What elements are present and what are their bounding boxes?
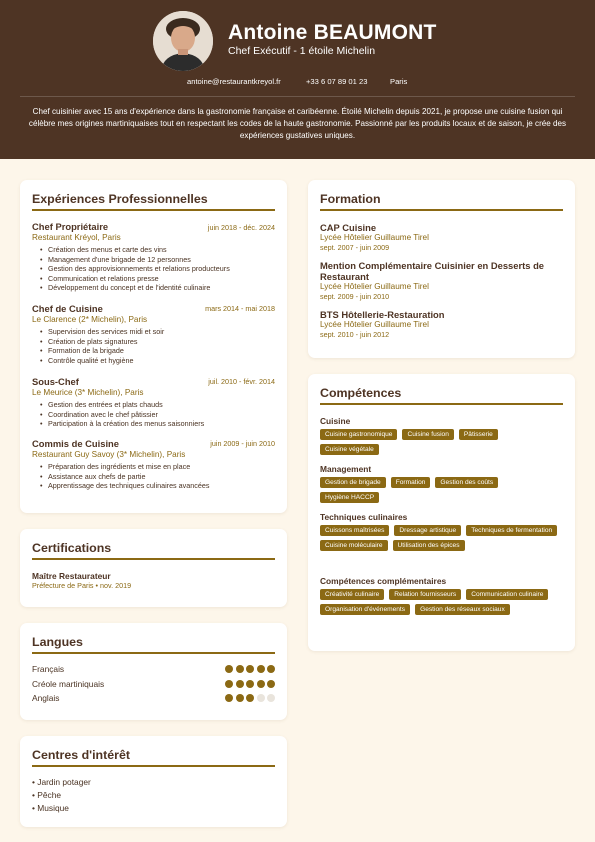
list-item: • Communication et relations presse <box>40 274 230 284</box>
skill-tag: Gestion de brigade <box>320 477 386 488</box>
level-dot-empty <box>257 694 265 702</box>
language-name: Français <box>32 664 65 674</box>
full-name: Antoine BEAUMONT <box>228 21 437 44</box>
profile-summary: Chef cuisinier avec 15 ans d'expérience dans la gastronomie française et caribéenne. Étoilé Michelin depuis 2021, je propose une cuisine fusion qui célèbre mes origines martiniquaises tout en respectant les codes de la haute gastronomie. Passionné par les produits locaux et de saison, je crée des expériences gustatives uniques. <box>28 107 567 140</box>
phone-number[interactable]: +33 6 07 89 01 23 <box>306 77 368 86</box>
level-dot-filled <box>225 680 233 688</box>
skill-tag: Gestion des coûts <box>435 477 498 488</box>
list-item: • Gestion des approvisionnements et relations producteurs <box>40 264 230 274</box>
degree-title: BTS Hôtellerie-Restauration <box>320 309 445 320</box>
job-company: Restaurant Kréyol, Paris <box>32 233 121 242</box>
section-title: Compétences <box>320 386 402 400</box>
degree-title: CAP Cuisine <box>320 222 377 233</box>
job-position: Sous-Chef <box>32 376 79 387</box>
list-item: • Management d'une brigade de 12 personnes <box>40 255 230 265</box>
list-item: • Gestion des entrées et plats chauds <box>40 400 204 410</box>
city: Paris <box>390 77 408 86</box>
section-divider <box>320 403 563 405</box>
list-item: • Supervision des services midi et soir <box>40 327 164 337</box>
job-position: Chef de Cuisine <box>32 303 103 314</box>
level-dot-filled <box>257 665 265 673</box>
skill-category: Cuisine <box>320 416 351 426</box>
list-item: • Préparation des ingrédients et mise en place <box>40 462 209 472</box>
profile-photo <box>153 11 213 71</box>
education-card <box>308 180 575 358</box>
language-name: Anglais <box>32 693 60 703</box>
language-level <box>225 680 275 688</box>
job-title: Chef Exécutif - 1 étoile Michelin <box>228 45 376 57</box>
level-dot-filled <box>246 680 254 688</box>
certifications-card <box>20 529 287 607</box>
email-link[interactable]: antoine@restaurantkreyol.fr <box>187 77 281 86</box>
interest-item: • Musique <box>32 803 69 813</box>
interest-item: • Jardin potager <box>32 777 91 787</box>
section-divider <box>32 652 275 654</box>
skill-tag: Communication culinaire <box>466 589 548 600</box>
level-dot-filled <box>225 665 233 673</box>
skill-tag: Techniques de fermentation <box>466 525 557 536</box>
section-title: Expériences Professionnelles <box>32 192 208 206</box>
school-name: Lycée Hôtelier Guillaume Tirel <box>320 233 429 242</box>
section-title: Formation <box>320 192 381 206</box>
skill-tag: Créativité culinaire <box>320 589 384 600</box>
job-position: Chef Propriétaire <box>32 221 109 232</box>
list-item: • Assistance aux chefs de partie <box>40 472 209 482</box>
certification-name: Maître Restaurateur <box>32 571 111 581</box>
level-dot-filled <box>267 680 275 688</box>
list-item: • Coordination avec le chef pâtissier <box>40 410 204 420</box>
skill-tag: Formation <box>391 477 431 488</box>
job-tasks <box>40 462 209 491</box>
language-level <box>225 665 275 673</box>
certification-detail: Préfecture de Paris • nov. 2019 <box>32 581 132 590</box>
school-name: Lycée Hôtelier Guillaume Tirel <box>320 320 429 329</box>
languages-card <box>20 623 287 720</box>
list-item: • Participation à la création des menus saisonniers <box>40 419 204 429</box>
skill-tag: Relation fournisseurs <box>389 589 461 600</box>
section-divider <box>32 209 275 211</box>
job-date: mars 2014 - mai 2018 <box>205 304 275 313</box>
job-date: juil. 2010 - févr. 2014 <box>208 377 275 386</box>
skill-tag: Dressage artistique <box>394 525 461 536</box>
skill-tag: Utilisation des épices <box>393 540 465 551</box>
level-dot-filled <box>225 694 233 702</box>
experience-card <box>20 180 287 513</box>
skill-tag: Cuisine moléculaire <box>320 540 388 551</box>
job-date: juin 2009 - juin 2010 <box>210 439 275 448</box>
level-dot-filled <box>267 665 275 673</box>
language-level <box>225 694 275 702</box>
job-date: juin 2018 - déc. 2024 <box>207 223 275 232</box>
skill-tag: Pâtisserie <box>459 429 498 440</box>
skill-tag: Cuisine végétale <box>320 444 379 455</box>
header <box>0 0 595 159</box>
list-item: • Création de plats signatures <box>40 337 164 347</box>
section-title: Centres d'intérêt <box>32 748 130 762</box>
interest-item: • Pêche <box>32 790 62 800</box>
job-company: Restaurant Guy Savoy (3* Michelin), Paris <box>32 450 186 459</box>
skill-tag: Gestion des réseaux sociaux <box>415 604 510 615</box>
skill-category: Management <box>320 464 372 474</box>
job-company: Le Meurice (3* Michelin), Paris <box>32 388 144 397</box>
level-dot-filled <box>246 694 254 702</box>
skill-tag: Cuissons maîtrisées <box>320 525 389 536</box>
skill-category: Techniques culinaires <box>320 512 408 522</box>
job-company: Le Clarence (2* Michelin), Paris <box>32 315 148 324</box>
skill-tag: Organisation d'événements <box>320 604 410 615</box>
list-item: • Apprentissage des techniques culinaires avancées <box>40 481 209 491</box>
job-tasks <box>40 327 164 365</box>
list-item: • Développement du concept et de l'identité culinaire <box>40 283 230 293</box>
skill-tags <box>320 525 560 551</box>
language-name: Créole martiniquais <box>32 679 105 689</box>
skill-tags <box>320 429 560 455</box>
skill-tag: Cuisine gastronomique <box>320 429 397 440</box>
level-dot-filled <box>257 680 265 688</box>
level-dot-filled <box>236 665 244 673</box>
school-name: Lycée Hôtelier Guillaume Tirel <box>320 282 429 291</box>
skill-category: Compétences complémentaires <box>320 576 447 586</box>
section-title: Certifications <box>32 541 112 555</box>
job-tasks <box>40 400 204 429</box>
level-dot-filled <box>236 680 244 688</box>
degree-date: sept. 2010 - juin 2012 <box>320 330 390 339</box>
level-dot-filled <box>236 694 244 702</box>
job-tasks <box>40 245 230 293</box>
section-title: Langues <box>32 635 83 649</box>
header-divider <box>20 96 575 97</box>
skill-tag: Hygiène HACCP <box>320 492 379 503</box>
section-divider <box>320 209 563 211</box>
skill-tags <box>320 477 560 503</box>
level-dot-filled <box>246 665 254 673</box>
degree-title: Mention Complémentaire Cuisinier en Desserts de Restaurant <box>320 260 545 282</box>
list-item: • Formation de la brigade <box>40 346 164 356</box>
interests-card <box>20 736 287 827</box>
contact-bar <box>0 77 595 89</box>
level-dot-empty <box>267 694 275 702</box>
skill-tag: Cuisine fusion <box>402 429 453 440</box>
skill-tags <box>320 589 560 615</box>
skills-card <box>308 374 575 651</box>
list-item: • Création des menus et carte des vins <box>40 245 230 255</box>
job-position: Commis de Cuisine <box>32 438 119 449</box>
section-divider <box>32 558 275 560</box>
section-divider <box>32 765 275 767</box>
list-item: • Contrôle qualité et hygiène <box>40 356 164 366</box>
degree-date: sept. 2007 - juin 2009 <box>320 243 390 252</box>
degree-date: sept. 2009 - juin 2010 <box>320 292 390 301</box>
